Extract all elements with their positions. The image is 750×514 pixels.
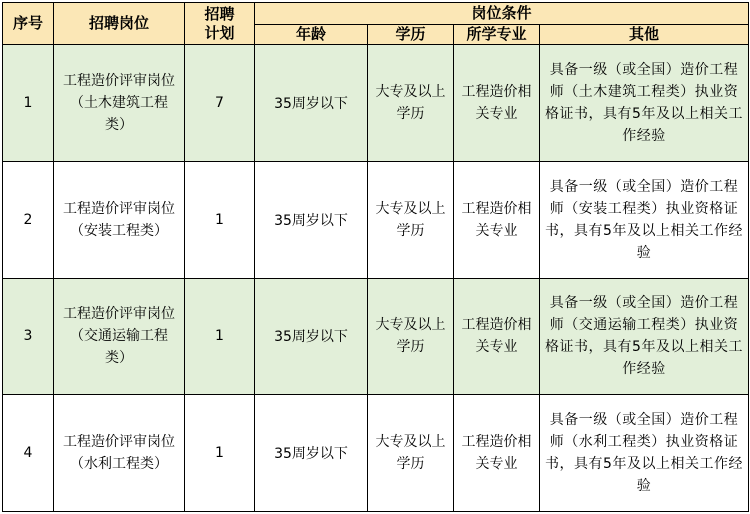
row-major — [454, 395, 540, 512]
row-major-text: 工程造价相关专业 — [461, 83, 532, 122]
row-major — [454, 161, 540, 278]
row-age: 35周岁以下 — [255, 161, 368, 278]
row-position — [54, 395, 185, 512]
row-other-text: 具备一级（或全国）造价工程师（土木建筑工程类）执业资格证书，具有5年及以上相关工作经验 — [545, 61, 743, 144]
header-other: 其他 — [540, 25, 749, 45]
row-count: 1 — [185, 161, 255, 278]
header-count: 招聘 计划 — [185, 3, 255, 45]
row-seq: 3 — [3, 278, 54, 395]
row-count: 1 — [185, 278, 255, 395]
row-position-text: 工程造价评审岗位（安装工程类） — [63, 200, 175, 239]
row-major — [454, 278, 540, 395]
row-count: 1 — [185, 395, 255, 512]
row-count: 7 — [185, 45, 255, 162]
row-age: 35周岁以下 — [255, 395, 368, 512]
row-major — [454, 45, 540, 162]
row-education-text: 大专及以上学历 — [375, 317, 446, 356]
row-education — [368, 45, 454, 162]
row-major-text: 工程造价相关专业 — [461, 317, 532, 356]
row-position — [54, 45, 185, 162]
row-education-text: 大专及以上学历 — [375, 434, 446, 473]
row-major-text: 工程造价相关专业 — [461, 200, 532, 239]
table-row — [3, 45, 749, 162]
table-row — [3, 278, 749, 395]
row-seq: 2 — [3, 161, 54, 278]
row-other-text: 具备一级（或全国）造价工程师（交通运输工程类）执业资格证书，具有5年及以上相关工作经验 — [545, 295, 743, 378]
row-other-text: 具备一级（或全国）造价工程师（安装工程类）执业资格证书，具有5年及以上相关工作经验 — [545, 178, 743, 261]
row-seq: 1 — [3, 45, 54, 162]
header-seq: 序号 — [3, 3, 54, 45]
row-position — [54, 161, 185, 278]
row-position-text: 工程造价评审岗位（土木建筑工程类） — [63, 72, 175, 133]
recruitment-table — [2, 2, 749, 512]
row-position — [54, 278, 185, 395]
row-education-text: 大专及以上学历 — [375, 200, 446, 239]
row-education — [368, 278, 454, 395]
row-seq: 4 — [3, 395, 54, 512]
row-other — [540, 45, 749, 162]
row-age: 35周岁以下 — [255, 45, 368, 162]
row-other — [540, 278, 749, 395]
header-education: 学历 — [368, 25, 454, 45]
header-age: 年龄 — [255, 25, 368, 45]
table-row — [3, 395, 749, 512]
row-education — [368, 161, 454, 278]
row-other-text: 具备一级（或全国）造价工程师（水利工程类）执业资格证书，具有5年及以上相关工作经验 — [545, 412, 743, 495]
row-position-text: 工程造价评审岗位（交通运输工程类） — [63, 306, 175, 367]
row-position-text: 工程造价评审岗位（水利工程类） — [63, 434, 175, 473]
header-conditions: 岗位条件 — [255, 3, 749, 25]
row-education-text: 大专及以上学历 — [375, 83, 446, 122]
row-major-text: 工程造价相关专业 — [461, 434, 532, 473]
header-position: 招聘岗位 — [54, 3, 185, 45]
table-row — [3, 161, 749, 278]
row-age: 35周岁以下 — [255, 278, 368, 395]
header-row-top — [3, 3, 749, 25]
header-major: 所学专业 — [454, 25, 540, 45]
row-other — [540, 161, 749, 278]
row-education — [368, 395, 454, 512]
row-other — [540, 395, 749, 512]
